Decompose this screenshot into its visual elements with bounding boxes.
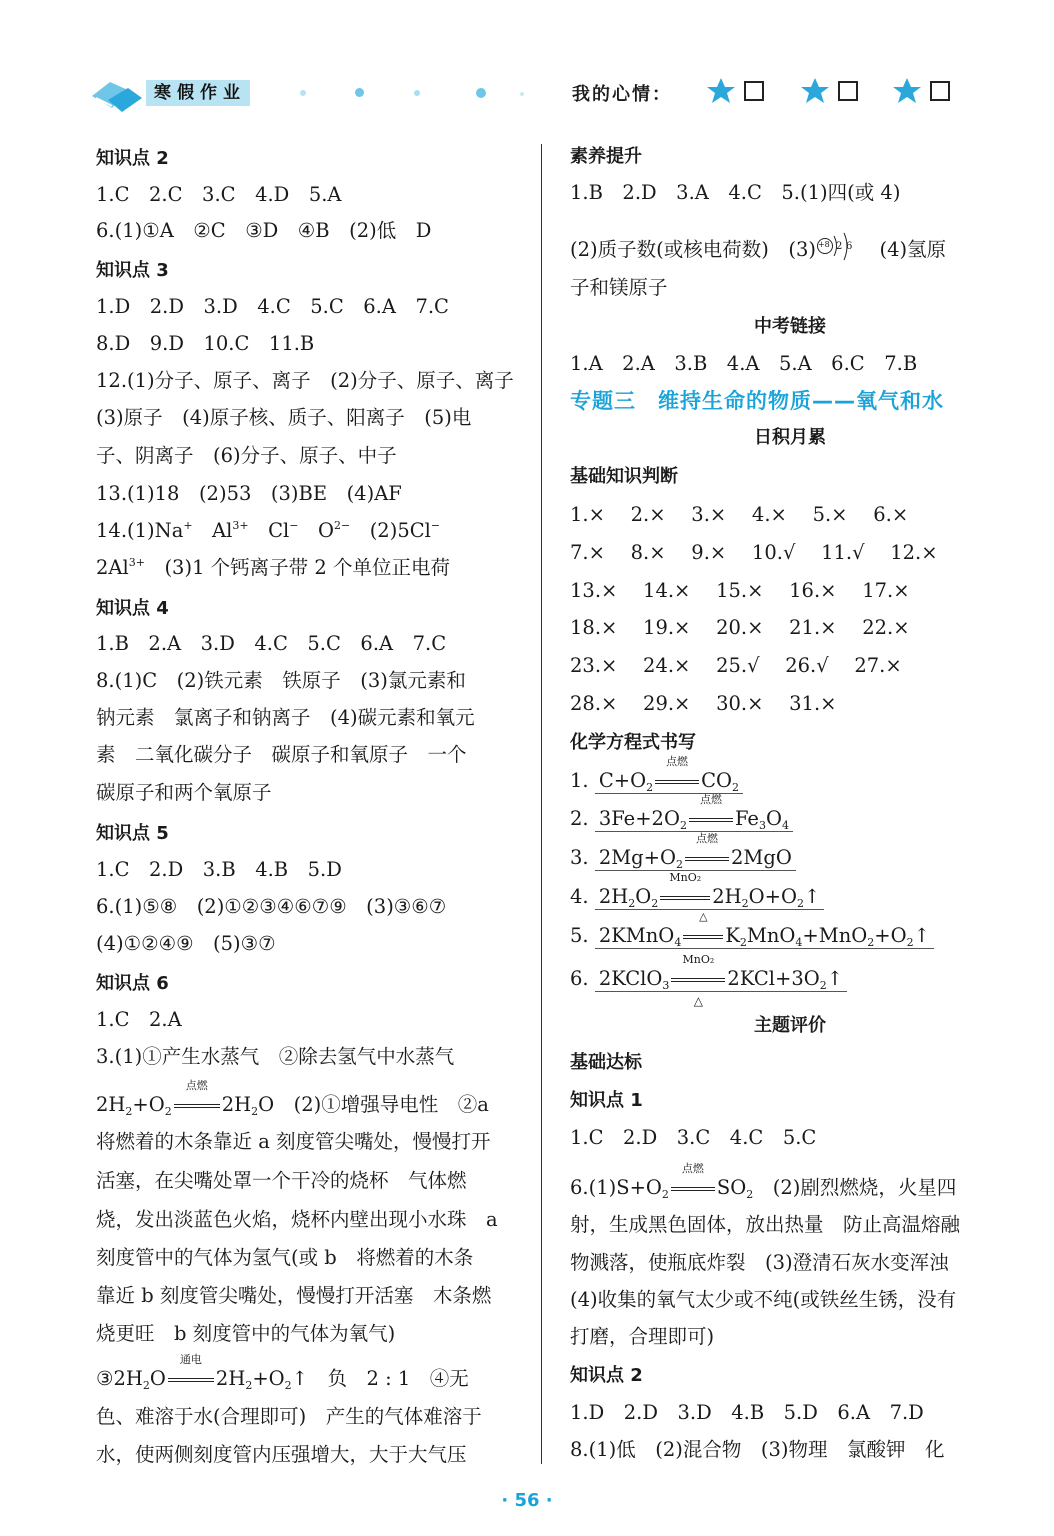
equals-bar	[671, 1187, 715, 1191]
answer-line: 水，使两侧刻度管内压强增大，大于大气压	[96, 1443, 467, 1466]
text: 2KClO	[598, 967, 663, 990]
answer-line: (3)原子 (4)原子核、质子、阳离子 (5)电	[96, 406, 472, 429]
section-heading: 知识点 2	[96, 148, 169, 169]
equals-bar	[689, 818, 733, 822]
text: O+O	[748, 885, 797, 908]
section-heading: 基础知识判断	[570, 466, 678, 487]
subscript: 3	[758, 819, 766, 832]
section-heading: 知识点 3	[96, 260, 169, 281]
equation-number: 6.	[570, 967, 589, 990]
answer-line: 7.× 8.× 9.× 10.√ 11.√ 12.×	[570, 541, 938, 564]
section-heading: 中考链接	[754, 316, 826, 337]
answer-line: 1.C 2.D 3.C 4.C 5.C	[570, 1126, 817, 1149]
answer-line: 13.× 14.× 15.× 16.× 17.×	[570, 579, 910, 602]
answer-line: 1.C 2.C 3.C 4.D 5.A	[96, 183, 342, 206]
answer-line: 打磨，合理即可)	[570, 1325, 715, 1348]
shell-electrons: 2	[835, 240, 843, 252]
equation-line	[570, 910, 934, 949]
text: 2Al	[96, 556, 129, 579]
charge: −	[430, 519, 441, 532]
star-icon	[800, 76, 830, 106]
answer-line: 物溅落，使瓶底炸裂 (3)澄清石灰水变浑浊	[570, 1251, 949, 1274]
section-heading: 知识点 5	[96, 823, 169, 844]
answer-line: 1.C 2.D 3.B 4.B 5.D	[96, 858, 342, 881]
answer-line: 靠近 b 刻度管尖嘴处，慢慢打开活塞 木条燃	[96, 1284, 492, 1307]
answer-line: (4)收集的氧气太少或不纯(或铁丝生锈，没有	[570, 1288, 957, 1311]
text: +O	[874, 924, 907, 947]
atom-structure-diagram	[816, 238, 860, 264]
answer-line: 素 二氧化碳分子 碳原子和氧原子 一个	[96, 743, 467, 766]
equation-line	[570, 832, 796, 871]
equals-bar	[671, 978, 725, 982]
equals-bar	[655, 780, 699, 784]
text: 14.(1)Na	[96, 519, 184, 542]
text: SO	[716, 1176, 747, 1199]
subscript: 2	[142, 1379, 150, 1392]
equals-bar	[660, 896, 710, 900]
decor-dot	[414, 90, 420, 96]
condition-text: 通电	[179, 1353, 202, 1366]
condition-text: 点燃	[696, 832, 718, 845]
equation-box	[595, 832, 796, 871]
text: K	[725, 924, 740, 947]
text: O	[298, 519, 334, 542]
text: O	[149, 1367, 166, 1390]
answer-line: 钠元素 氯离子和钠离子 (4)碳元素和氧元	[96, 706, 475, 729]
equation-box	[595, 793, 793, 832]
subscript: 2	[906, 936, 914, 949]
text: 3Fe+2O	[598, 807, 680, 830]
condition-text: 点燃	[681, 1162, 704, 1175]
section-heading: 知识点 4	[96, 598, 169, 619]
subscript: 2	[164, 1105, 172, 1118]
charge: 3+	[232, 519, 249, 532]
subscript: 2	[796, 897, 804, 910]
answer-line	[96, 555, 450, 581]
answer-line: 1.D 2.D 3.D 4.B 5.D 6.A 7.D	[570, 1401, 924, 1424]
answer-line: 子和镁原子	[570, 276, 668, 299]
reaction-condition	[683, 910, 723, 949]
equation-line	[96, 1353, 469, 1392]
section-heading: 主题评价	[754, 1015, 826, 1036]
answer-line: 碳原子和两个氧原子	[96, 781, 272, 804]
text: 2KMnO	[598, 924, 675, 947]
answer-line: 子、阴离子 (6)分子、原子、中子	[96, 444, 397, 467]
subscript: 4	[674, 936, 682, 949]
equation-line	[96, 1079, 489, 1118]
answer-line: 8.D 9.D 10.C 11.B	[96, 332, 315, 355]
answer-line: 刻度管中的气体为氢气(或 b 将燃着的木条	[96, 1246, 474, 1269]
text: Al	[192, 519, 233, 542]
reaction-condition	[689, 793, 733, 832]
mood-checkbox[interactable]	[744, 81, 764, 101]
equation-box	[595, 871, 825, 910]
equation-number: 5.	[570, 924, 589, 947]
subscript: 2	[646, 781, 654, 794]
text: Fe	[734, 807, 759, 830]
answer-line: 活塞，在尖嘴处罩一个干冷的烧杯 气体燃	[96, 1169, 467, 1192]
subscript: 2	[661, 1188, 669, 1201]
reaction-condition	[174, 1079, 220, 1118]
charge: +	[183, 519, 193, 532]
answer-line: 23.× 24.× 25.√ 26.√ 27.×	[570, 654, 902, 677]
section-heading: 知识点 2	[570, 1365, 643, 1386]
subscript: 2	[731, 781, 739, 794]
reaction-condition	[685, 832, 729, 871]
equation-box	[595, 755, 743, 794]
gas-arrow: ↑	[803, 885, 821, 908]
section-heading: 知识点 6	[96, 973, 169, 994]
text: ③2H	[96, 1367, 143, 1390]
section-heading: 素养提升	[570, 146, 642, 167]
text: 2H	[712, 885, 742, 908]
condition-text: MnO₂	[682, 953, 715, 966]
subscript: 3	[662, 979, 670, 992]
section-heading: 基础达标	[570, 1052, 642, 1073]
answer-line: 1.D 2.D 3.D 4.C 5.C 6.A 7.C	[96, 295, 449, 318]
answer-line: 3.(1)①产生水蒸气 ②除去氢气中水蒸气	[96, 1045, 455, 1068]
subscript: 2	[651, 897, 659, 910]
topic-title: 专题三 维持生命的物质——氧气和水	[570, 389, 944, 413]
mood-label: 我的心情：	[572, 84, 672, 105]
text: 2H	[215, 1367, 246, 1390]
reaction-condition	[660, 871, 710, 910]
answer-line: 8.(1)C (2)铁元素 铁原子 (3)氯元素和	[96, 669, 466, 692]
charge: 3+	[128, 556, 145, 569]
section-heading: 化学方程式书写	[570, 732, 696, 753]
equals-bar	[168, 1378, 214, 1382]
condition-text: △	[699, 910, 708, 923]
equals-bar	[174, 1104, 220, 1108]
reaction-condition	[168, 1353, 214, 1392]
equation-line	[570, 755, 743, 794]
text: 2Mg+O	[598, 846, 676, 869]
section-heading: 知识点 1	[570, 1090, 643, 1111]
decor-dot	[520, 92, 524, 96]
charge: 2−	[333, 519, 351, 532]
mood-checkbox[interactable]	[930, 81, 950, 101]
equation-line	[570, 871, 824, 910]
nucleus-charge: +8	[817, 239, 830, 249]
equation-number: 2.	[570, 807, 589, 830]
charge: −	[289, 519, 299, 532]
subscript: 2	[739, 936, 747, 949]
condition-text: 点燃	[185, 1079, 208, 1092]
text: O (2)①增强导电性 ②a	[258, 1093, 489, 1116]
subscript: 2	[867, 936, 875, 949]
equation-line	[570, 793, 793, 832]
text: MnO	[746, 924, 796, 947]
text: 2H	[598, 885, 629, 908]
equals-bar	[685, 857, 729, 861]
answer-line: 将燃着的木条靠近 a 刻度管尖嘴处，慢慢打开	[96, 1130, 491, 1153]
condition-text: MnO₂	[669, 871, 702, 884]
condition-text: 点燃	[699, 793, 722, 806]
equation-line	[570, 1162, 957, 1201]
answer-line: 1.B 2.D 3.A 4.C 5.(1)四(或 4)	[570, 181, 901, 204]
text: +O	[132, 1093, 165, 1116]
subscript: 2	[245, 1379, 253, 1392]
shell-electrons: 6	[845, 240, 853, 252]
answer-line: 1.A 2.A 3.B 4.A 5.A 6.C 7.B	[570, 352, 918, 375]
answer-line: 13.(1)18 (2)53 (3)BE (4)AF	[96, 482, 402, 505]
text: 2H	[221, 1093, 252, 1116]
answer-line: 色、难溶于水(合理即可) 产生的气体难溶于	[96, 1405, 482, 1428]
decor-dot	[300, 90, 306, 96]
equation-number: 1.	[570, 769, 589, 792]
text: 6.(1)S+O	[570, 1176, 662, 1199]
answer-line	[570, 237, 946, 264]
text: (2)剧烈燃烧，火星四	[753, 1176, 957, 1199]
section-heading: 日积月累	[754, 427, 826, 448]
subscript: 2	[628, 897, 636, 910]
reaction-condition	[655, 755, 699, 794]
text: (4)氢原	[859, 238, 947, 261]
subscript: 2	[819, 979, 827, 992]
decor-dot	[355, 88, 364, 97]
column-divider	[541, 144, 542, 1464]
answer-line: 烧更旺 b 刻度管中的气体为氧气)	[96, 1322, 396, 1345]
answer-line: 12.(1)分子、原子、离子 (2)分子、原子、离子	[96, 369, 514, 392]
subscript: 2	[746, 1188, 754, 1201]
text: O	[635, 885, 652, 908]
equation-number: 4.	[570, 885, 589, 908]
answer-line	[96, 518, 440, 544]
text: +O	[252, 1367, 285, 1390]
text: (3)1 个钙离子带 2 个单位正电荷	[144, 556, 450, 579]
equation-box	[595, 953, 847, 1008]
mood-checkbox[interactable]	[838, 81, 858, 101]
text: Cl	[248, 519, 290, 542]
answer-line: 1.B 2.A 3.D 4.C 5.C 6.A 7.C	[96, 632, 447, 655]
equation-number: 3.	[570, 846, 589, 869]
gas-arrow: ↑	[826, 967, 844, 990]
equation-box	[595, 910, 934, 949]
text: +MnO	[802, 924, 868, 947]
subscript: 4	[781, 819, 789, 832]
text: C+O	[598, 769, 647, 792]
reaction-condition	[671, 1162, 715, 1201]
condition-text: △	[693, 994, 704, 1008]
subscript: 2	[679, 819, 687, 832]
answer-line: 1.× 2.× 3.× 4.× 5.× 6.×	[570, 503, 909, 526]
text: O	[765, 807, 782, 830]
answer-line: (4)①②④⑨ (5)③⑦	[96, 932, 276, 955]
book-logo-icon	[88, 76, 144, 114]
answer-line: 6.(1)①A ②C ③D ④B (2)低 D	[96, 219, 432, 242]
header-title: 寒假作业	[146, 80, 250, 106]
answer-line: 1.C 2.A	[96, 1008, 182, 1031]
text: CO	[701, 769, 732, 792]
text: 2H	[96, 1093, 126, 1116]
text: (2)5Cl	[350, 519, 431, 542]
answer-line: 18.× 19.× 20.× 21.× 22.×	[570, 616, 910, 639]
condition-text: 点燃	[666, 755, 689, 768]
text: (2)质子数(或核电荷数) (3)	[570, 238, 816, 261]
text: 2MgO	[731, 846, 792, 869]
gas-arrow: ↑	[913, 924, 930, 947]
answer-line: 射，生成黑色固体，放出热量 防止高温熔融	[570, 1213, 961, 1236]
text: 2KCl+3O	[727, 967, 820, 990]
star-icon	[892, 76, 922, 106]
answer-line: 6.(1)⑤⑧ (2)①②③④⑥⑦⑨ (3)③⑥⑦	[96, 895, 447, 918]
subscript: 2	[284, 1379, 292, 1392]
answer-line: 烧，发出淡蓝色火焰，烧杯内壁出现小水珠 a	[96, 1208, 498, 1231]
subscript: 4	[795, 936, 803, 949]
answer-line: 28.× 29.× 30.× 31.×	[570, 692, 837, 715]
reaction-condition	[671, 953, 725, 1008]
subscript: 2	[251, 1105, 259, 1118]
answer-line: 8.(1)低 (2)混合物 (3)物理 氯酸钾 化	[570, 1438, 945, 1461]
equation-line	[570, 953, 847, 1008]
subscript: 2	[741, 897, 749, 910]
star-icon	[706, 76, 736, 106]
page-header	[0, 68, 1054, 118]
page-number: · 56 ·	[501, 1490, 553, 1511]
decor-dot	[476, 88, 486, 98]
subscript: 2	[125, 1105, 133, 1118]
subscript: 2	[676, 858, 683, 871]
text: ↑ 负 2 : 1 ④无	[291, 1367, 469, 1390]
equals-bar	[683, 935, 723, 939]
